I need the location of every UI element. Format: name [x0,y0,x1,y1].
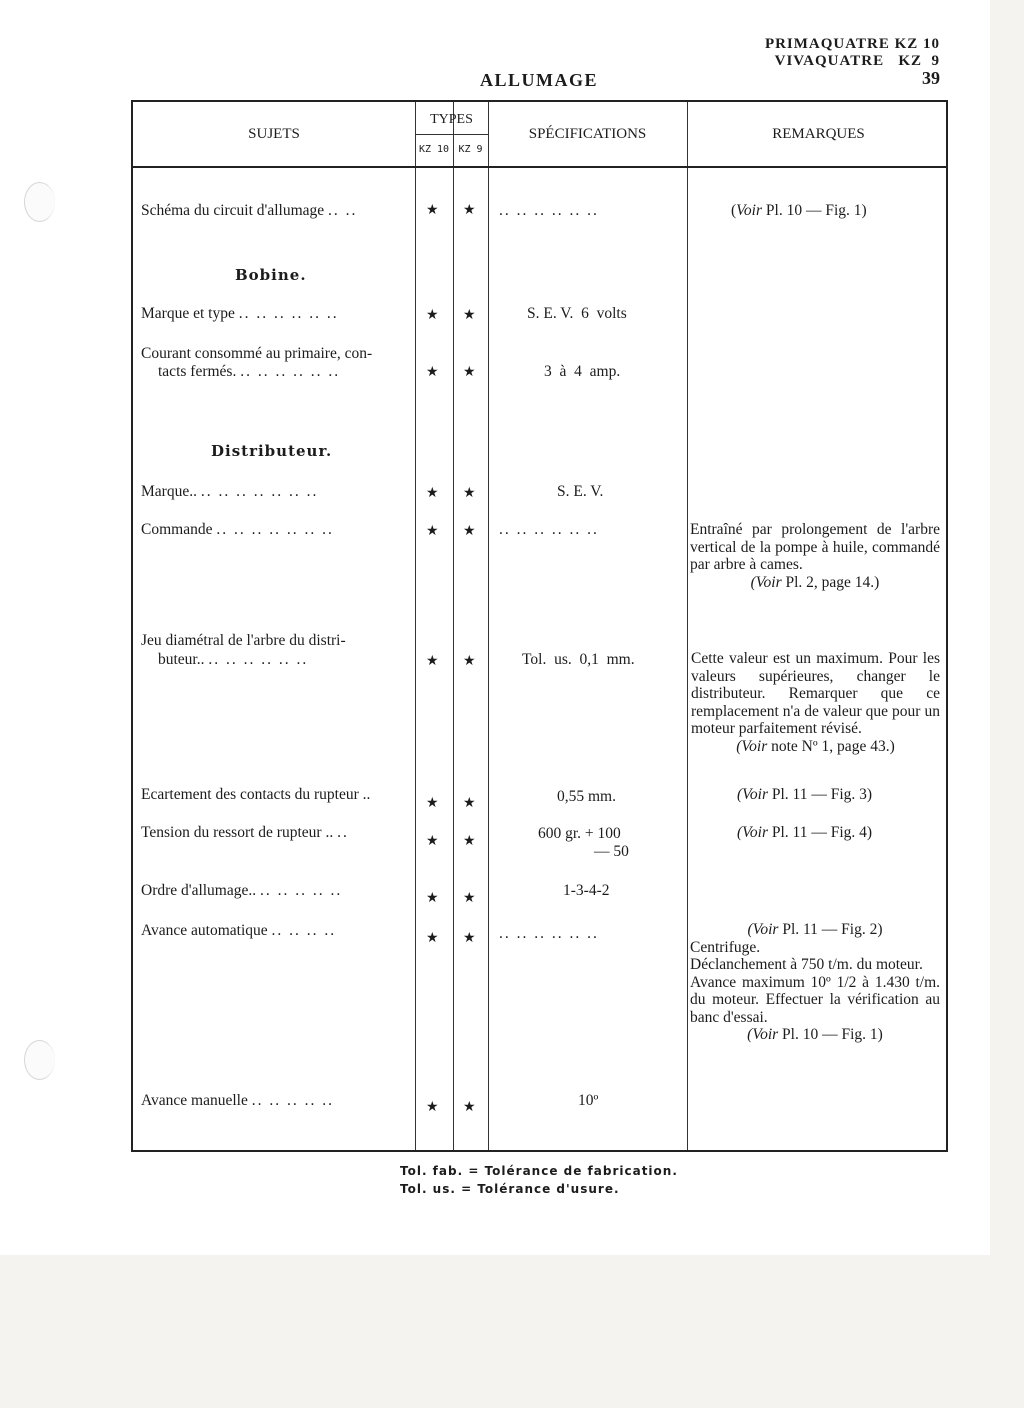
row-remark-commande [690,521,940,591]
header-bottom-rule [133,166,946,168]
star-kz10: ★ [426,524,439,539]
remark-reference: (Voir note Nº 1, page 43.) [736,737,895,755]
col-divider-3 [488,102,489,1150]
row-spec-tension-2: — 50 [594,843,629,860]
star-kz10: ★ [426,654,439,669]
section-title-distributeur: Distributeur. [211,442,333,460]
star-kz9: ★ [463,365,476,380]
remark-text: Avance maximum 10º 1/2 à 1.430 t/m. du moteur. Effectuer la vérification au banc d'essai. [690,973,940,1026]
remark-reference: (Voir Pl. 10 — Fig. 1) [747,1026,883,1043]
row-spec-ecartement: 0,55 mm. [557,788,616,805]
remark-text: Centrifuge. [690,938,761,956]
star-kz9: ★ [463,308,476,323]
row-label-marque: Marque.. .. .. .. .. .. .. .. [141,483,319,500]
row-remark-jeu [691,650,940,755]
binder-hole-bottom [24,1040,55,1080]
row-remark-tension: (Voir Pl. 11 — Fig. 4) [737,824,873,841]
footnote-tol-us: Tol. us. = Tolérance d'usure. [400,1182,620,1196]
remark-text: Déclanchement à 750 t/m. du moteur. [690,956,923,973]
row-spec-ordre: 1-3-4-2 [563,882,610,899]
row-label-courant-1: Courant consommé au primaire, con- [141,345,373,362]
star-kz9: ★ [463,834,476,849]
row-spec-courant: 3 à 4 amp. [544,363,621,380]
page-title: ALLUMAGE [480,70,599,90]
remark-reference: (Voir Pl. 11 — Fig. 2) [747,921,883,938]
row-remark-avance-auto [690,921,940,1044]
col-divider-2 [453,102,454,1150]
col-header-remarques: REMARQUES [772,126,865,142]
star-kz9: ★ [463,524,476,539]
row-label-avance-man: Avance manuelle .. .. .. .. .. [141,1092,334,1109]
col-header-kz10: KZ 10 [418,144,450,155]
header-models [765,36,940,87]
star-kz9: ★ [463,891,476,906]
header-model-2: VIVAQUATRE KZ 9 [774,53,940,69]
star-kz9: ★ [463,486,476,501]
star-kz10: ★ [426,308,439,323]
row-spec-jeu: Tol. us. 0,1 mm. [522,651,635,668]
col-header-sujets: SUJETS [248,126,300,142]
star-kz9: ★ [463,203,476,218]
section-title-bobine: Bobine. [235,266,307,284]
row-remark-ecartement: (Voir Pl. 11 — Fig. 3) [737,786,873,803]
star-kz10: ★ [426,365,439,380]
remark-text: Cette valeur est un maximum. Pour les valeurs supérieures, changer le distributeur. Remarquer que ce remplacement n'a de valeur que pour un moteur parfaitement révisé. [691,650,940,737]
row-spec-schema: .. .. .. .. .. .. [499,202,599,219]
binder-hole-top [24,182,55,222]
row-label-jeu-1: Jeu diamétral de l'arbre du distri- [141,632,346,649]
star-kz10: ★ [426,891,439,906]
star-kz10: ★ [426,834,439,849]
row-label-avance-auto: Avance automatique .. .. .. .. [141,922,337,939]
page-number: 39 [922,68,940,88]
row-label-marque-type: Marque et type .. .. .. .. .. .. [141,305,339,322]
row-spec-marque-type: S. E. V. 6 volts [527,305,627,322]
remark-text: Entraîné par prolongement de l'arbre vertical de la pompe à huile, commandé par arbre à cames. [690,521,940,573]
star-kz9: ★ [463,796,476,811]
row-label-courant-2: tacts fermés. .. .. .. .. .. .. [158,363,341,380]
row-label-ecartement: Ecartement des contacts du rupteur .. [141,786,371,803]
row-label-tension: Tension du ressort de rupteur .. .. [141,824,349,841]
row-label-jeu-2: buteur.. .. .. .. .. .. .. [158,651,309,668]
row-spec-avance-man: 10º [578,1092,599,1109]
col-header-kz9: KZ 9 [458,144,483,155]
star-kz9: ★ [463,931,476,946]
row-spec-avance-auto: .. .. .. .. .. .. [499,925,599,942]
star-kz10: ★ [426,931,439,946]
star-kz9: ★ [463,654,476,669]
row-label-ordre: Ordre d'allumage.. .. .. .. .. .. [141,882,343,899]
header-model-1: PRIMAQUATRE KZ 10 [764,36,940,52]
star-kz10: ★ [426,486,439,501]
star-kz10: ★ [426,796,439,811]
row-label-commande: Commande .. .. .. .. .. .. .. [141,521,334,538]
col-header-specifications: SPÉCIFICATIONS [528,126,647,142]
col-divider-4 [687,102,688,1150]
row-spec-marque: S. E. V. [557,483,604,500]
col-header-types: TYPES [430,112,473,127]
row-remark-schema: (Voir Pl. 10 — Fig. 1) [731,202,867,219]
row-spec-commande: .. .. .. .. .. .. [499,521,599,538]
star-kz9: ★ [463,1100,476,1115]
footnote-tol-fab: Tol. fab. = Tolérance de fabrication. [400,1164,678,1178]
types-sub-rule [415,134,488,135]
remark-reference: (Voir Pl. 2, page 14.) [750,573,880,591]
row-spec-tension-1: 600 gr. + 100 [538,825,621,842]
star-kz10: ★ [426,203,439,218]
specification-table [131,100,948,1152]
star-kz10: ★ [426,1100,439,1115]
col-divider-1 [415,102,416,1150]
row-label-schema: Schéma du circuit d'allumage .. .. [141,202,358,219]
